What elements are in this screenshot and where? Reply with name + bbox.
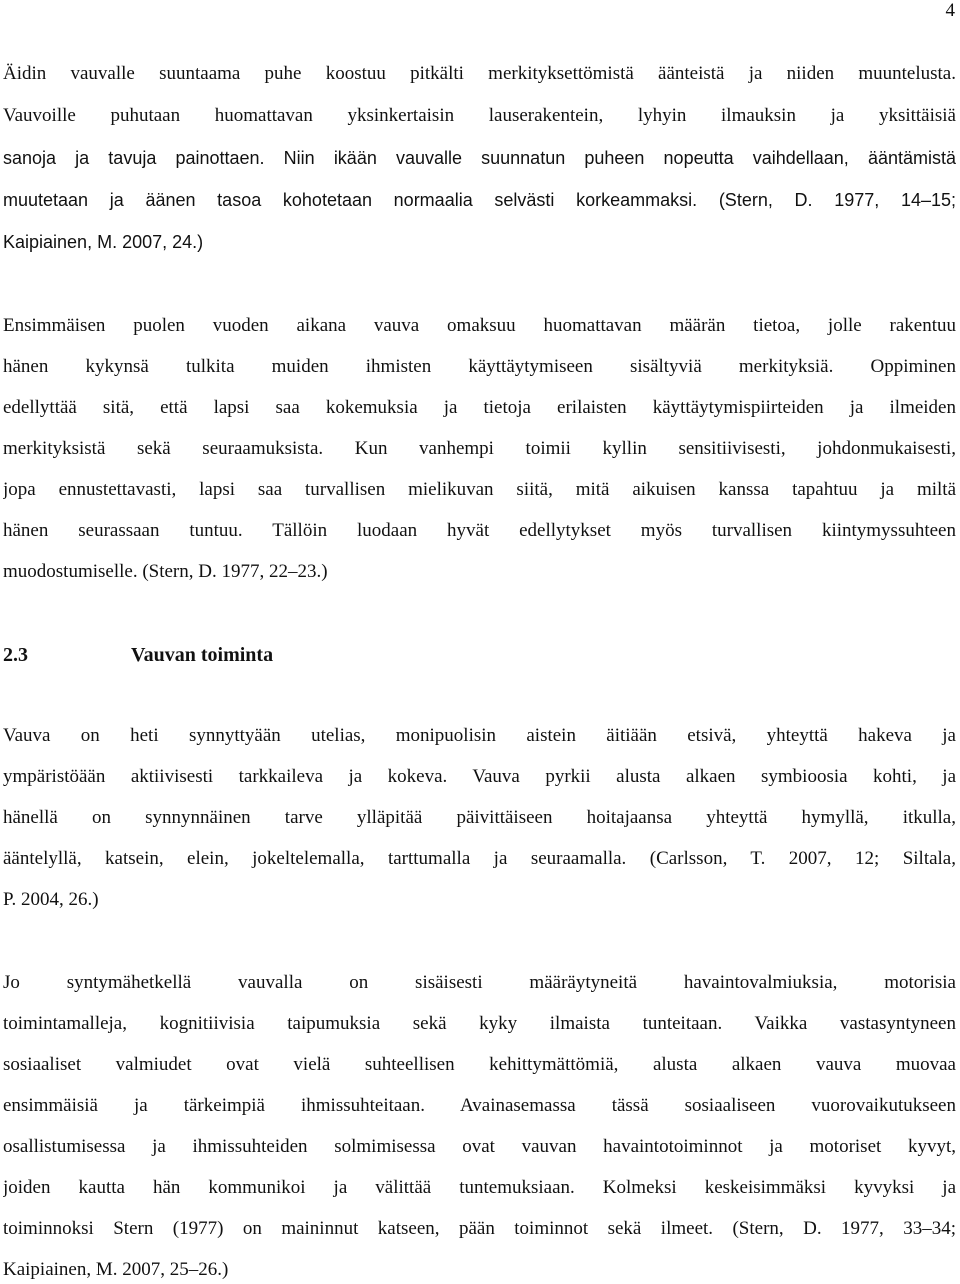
text-line: Kaipiainen, M. 2007, 24.) (3, 232, 204, 252)
text-line: edellyttää sitä, että lapsi saa kokemuksia ja tietoja erilaisten käyttäytymispiirteiden ja ilmeiden (3, 397, 956, 418)
text-line: muutetaan ja äänen tasoa kohotetaan normaalia selvästi korkeammaksi. (Stern, D. 1977, 14–15; (3, 190, 956, 210)
text-line: Vauvoille puhutaan huomattavan yksinkertaisin lauserakentein, lyhyin ilmauksin ja yksittäisiä (3, 105, 956, 126)
text-line: merkityksistä sekä seuraamuksista. Kun vanhempi toimii kyllin sensitiivisesti, johdonmukaisesti, (3, 438, 956, 459)
text-line: sanoja ja tavuja painottaen. Niin ikään vauvalle suunnatun puheen nopeutta vaihdellaan, ääntämistä (3, 148, 956, 168)
text-line: toiminnoksi Stern (1977) on maininnut katseen, pään toiminnot sekä ilmeet. (Stern, D. 1977, 33–34; (3, 1218, 956, 1239)
section-number: 2.3 (3, 644, 28, 666)
text-line: ensimmäisiä ja tärkeimpiä ihmissuhteitaan. Avainasemassa tässä sosiaaliseen vuorovaikutukseen (3, 1095, 956, 1116)
text-line: hänen seurassaan tuntuu. Tällöin luodaan hyvät edellytykset myös turvallisen kiintymyssuhteen (3, 520, 956, 541)
text-line: Vauva on heti synnyttyään utelias, monipuolisin aistein äitiään etsivä, yhteyttä hakeva ja (3, 725, 956, 746)
text-line: ääntelyllä, katsein, elein, jokeltelemalla, tarttumalla ja seuraamalla. (Carlsson, T. 2007, 12; Siltala, (3, 848, 956, 869)
text-line: Ensimmäisen puolen vuoden aikana vauva omaksuu huomattavan määrän tietoa, jolle rakentuu (3, 315, 956, 336)
text-line: muodostumiselle. (Stern, D. 1977, 22–23.) (3, 561, 328, 582)
text-line: Jo syntymähetkellä vauvalla on sisäisesti määräytyneitä havaintovalmiuksia, motorisia (3, 972, 956, 993)
text-line: osallistumisessa ja ihmissuhteiden solmimisessa ovat vauvan havaintotoiminnot ja motoriset kyvyt, (3, 1136, 956, 1157)
text-line: toimintamalleja, kognitiivisia taipumuksia sekä kyky ilmaista tunteitaan. Vaikka vastasyntyneen (3, 1013, 956, 1034)
page-number: 4 (945, 0, 955, 21)
text-line: P. 2004, 26.) (3, 889, 99, 910)
text-line: hänen kykynsä tulkita muiden ihmisten käyttäytymiseen sisältyviä merkityksiä. Oppiminen (3, 356, 956, 377)
text-line: Kaipiainen, M. 2007, 25–26.) (3, 1259, 229, 1280)
text-line: hänellä on synnynnäinen tarve ylläpitää päivittäiseen hoitajaansa yhteyttä hymyllä, itkulla, (3, 807, 956, 828)
text-line: sosiaaliset valmiudet ovat vielä suhteellisen kehittymättömiä, alusta alkaen vauva muovaa (3, 1054, 956, 1075)
section-title: Vauvan toiminta (131, 644, 274, 666)
text-line: ympäristöään aktiivisesti tarkkaileva ja kokeva. Vauva pyrkii alusta alkaen symbioosia kohti, ja (3, 766, 956, 787)
text-line: joiden kautta hän kommunikoi ja välittää tuntemuksiaan. Kolmeksi keskeisimmäksi kyvyksi ja (3, 1177, 956, 1198)
text-line: jopa ennustettavasti, lapsi saa turvallisen mielikuvan siitä, mitä aikuisen kanssa tapahtuu ja miltä (3, 479, 956, 500)
text-line: Äidin vauvalle suuntaama puhe koostuu pitkälti merkityksettömistä äänteistä ja niiden muuntelusta. (3, 63, 956, 84)
